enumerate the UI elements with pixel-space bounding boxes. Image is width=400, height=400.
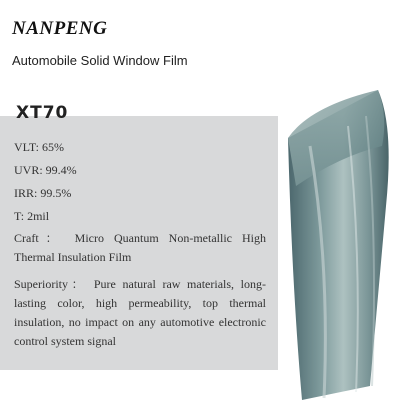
spec-vlt: VLT: 65%: [14, 140, 64, 154]
spec-irr: IRR: 99.5%: [14, 186, 72, 200]
spec-uvr: UVR: 99.4%: [14, 163, 77, 177]
craft-description: Craft： Micro Quantum Non-metallic High Thermal Insulation Film: [14, 231, 266, 264]
superiority-description: Superiority： Pure natural raw materials, long-lasting color, high permeability, top thermal insulation, no impact on any automotive electronic control system signal: [14, 277, 266, 348]
brand-title: NANPENG: [12, 18, 108, 39]
model-name: XT70: [16, 103, 69, 123]
spec-thickness: T: 2mil: [14, 209, 50, 223]
window-film-roll-image: [270, 86, 400, 400]
product-subtitle: Automobile Solid Window Film: [12, 53, 188, 68]
